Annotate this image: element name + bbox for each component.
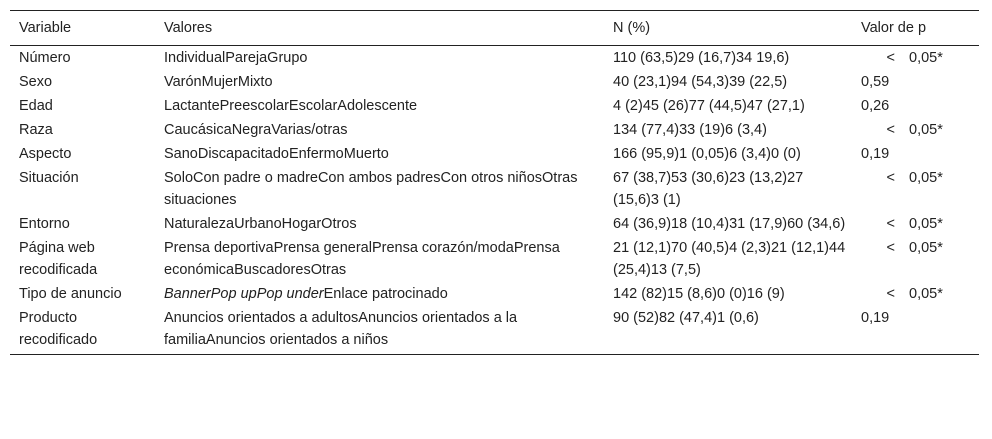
table-row	[10, 70, 979, 94]
cell-n: 40 (23,1)94 (54,3)39 (22,5)	[613, 74, 788, 90]
valores-italic: BannerPop upPop under	[164, 286, 324, 302]
p-sign: <	[886, 286, 895, 302]
p-sign: <	[886, 216, 895, 232]
cell-valores: NaturalezaUrbanoHogarOtros	[164, 216, 357, 232]
cell-p	[852, 282, 979, 306]
cell-variable: Raza	[19, 122, 53, 138]
data-table	[10, 10, 979, 355]
table-row	[10, 46, 979, 71]
cell-n: 166 (95,9)1 (0,05)6 (3,4)0 (0)	[613, 146, 801, 162]
cell-valores: CaucásicaNegraVarias/otras	[164, 122, 348, 138]
table-row	[10, 282, 979, 306]
header-p: Valor de p	[852, 11, 979, 46]
cell-n: 64 (36,9)18 (10,4)31 (17,9)60 (34,6)	[613, 216, 846, 232]
cell-n: 90 (52)82 (47,4)1 (0,6)	[604, 306, 852, 355]
header-valores: Valores	[155, 11, 604, 46]
cell-p	[852, 166, 979, 212]
cell-valores: LactantePreescolarEscolarAdolescente	[164, 98, 418, 114]
p-value: 0,05*	[909, 286, 943, 302]
p-value: 0,19	[861, 146, 890, 162]
table-row	[10, 94, 979, 118]
table-row	[10, 212, 979, 236]
p-value: 0,05*	[909, 240, 943, 256]
cell-p	[852, 212, 979, 236]
cell-variable: Entorno	[19, 216, 70, 232]
cell-n: 134 (77,4)33 (19)6 (3,4)	[613, 122, 767, 138]
cell-p	[852, 142, 979, 166]
p-sign: <	[886, 170, 895, 186]
cell-valores: IndividualParejaGrupo	[164, 50, 308, 66]
table-row	[10, 118, 979, 142]
cell-n: 67 (38,7)53 (30,6)23 (13,2)27 (15,6)3 (1)	[613, 170, 804, 208]
cell-n: 142 (82)15 (8,6)0 (0)16 (9)	[613, 286, 785, 302]
table-row	[10, 236, 979, 282]
p-value: 0,05*	[909, 122, 943, 138]
cell-variable: Número	[19, 50, 71, 66]
cell-valores: SoloCon padre o madreCon ambos padresCon otros niñosOtras situaciones	[164, 170, 578, 208]
header-n: N (%)	[604, 11, 852, 46]
cell-valores: Anuncios orientados a adultosAnuncios orientados a la familiaAnuncios orientados a niños	[155, 306, 604, 355]
cell-variable: Producto recodificado	[10, 306, 155, 355]
cell-p	[852, 118, 979, 142]
p-value: 0,05*	[909, 170, 943, 186]
cell-p	[852, 306, 979, 355]
cell-variable: Sexo	[19, 74, 53, 90]
table-body	[10, 46, 979, 355]
cell-variable: Aspecto	[19, 146, 72, 162]
cell-n: 4 (2)45 (26)77 (44,5)47 (27,1)	[613, 98, 805, 114]
cell-p	[852, 46, 979, 71]
cell-valores: Prensa deportivaPrensa generalPrensa corazón/modaPrensa económicaBuscadoresOtras	[164, 240, 560, 278]
cell-p	[852, 236, 979, 282]
cell-valores	[155, 282, 604, 306]
table-row	[10, 142, 979, 166]
p-value: 0,19	[861, 310, 890, 326]
table-row	[10, 166, 979, 212]
cell-variable: Página web recodificada	[19, 240, 98, 278]
cell-p	[852, 94, 979, 118]
valores-plain: Enlace patrocinado	[323, 286, 448, 302]
p-sign: <	[886, 122, 895, 138]
cell-variable: Situación	[19, 170, 79, 186]
header-variable: Variable	[10, 11, 155, 46]
cell-n: 110 (63,5)29 (16,7)34 19,6)	[613, 50, 790, 66]
p-value: 0,05*	[909, 50, 943, 66]
cell-variable: Edad	[19, 98, 53, 114]
cell-valores: SanoDiscapacitadoEnfermoMuerto	[164, 146, 389, 162]
p-value: 0,59	[861, 74, 890, 90]
p-value: 0,26	[861, 98, 890, 114]
cell-variable: Tipo de anuncio	[19, 286, 122, 302]
p-sign: <	[886, 50, 895, 66]
table-header	[10, 11, 979, 46]
cell-p	[852, 70, 979, 94]
cell-valores: VarónMujerMixto	[164, 74, 273, 90]
p-value: 0,05*	[909, 216, 943, 232]
table-row	[10, 306, 979, 355]
p-sign: <	[886, 240, 895, 256]
cell-n: 21 (12,1)70 (40,5)4 (2,3)21 (12,1)44 (25,4)13 (7,5)	[613, 240, 846, 278]
